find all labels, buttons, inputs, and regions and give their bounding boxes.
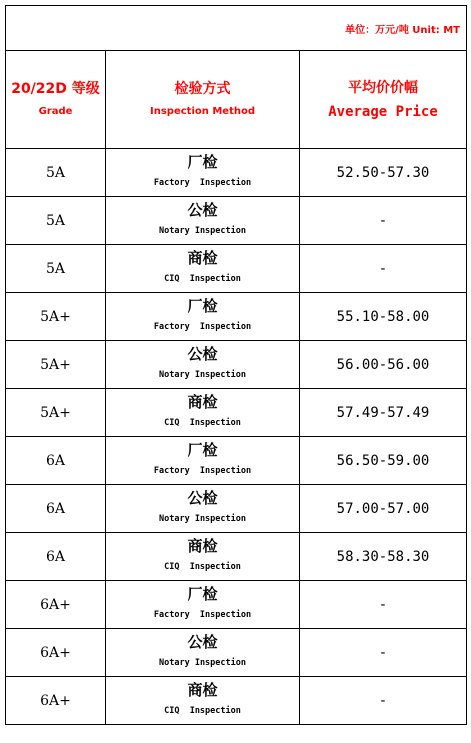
- method-en: Factory Inspection: [153, 178, 252, 188]
- grade-cell: 5A+: [6, 293, 106, 341]
- header-method-en: Inspection Method: [150, 105, 255, 117]
- table-row: [6, 341, 467, 389]
- price-cell: 57.00-57.00: [300, 485, 467, 533]
- grade-cell: 5A+: [6, 389, 106, 437]
- method-en: Factory Inspection: [153, 322, 252, 332]
- method-cn: 厂检: [187, 153, 218, 171]
- price-cell: 52.50-57.30: [300, 149, 467, 197]
- grade-cell: 5A: [6, 197, 106, 245]
- header-grade-en: Grade: [38, 105, 73, 117]
- method-cell: [106, 197, 300, 245]
- method-cn: 厂检: [187, 297, 218, 315]
- price-cell: -: [300, 677, 467, 725]
- method-en: Notary Inspection: [159, 514, 246, 524]
- method-en: Factory Inspection: [153, 466, 252, 476]
- header-method: [106, 51, 300, 149]
- method-cn: 厂检: [187, 441, 218, 459]
- price-table-body: [6, 6, 467, 725]
- method-cn: 商检: [187, 537, 218, 555]
- table-row: [6, 197, 467, 245]
- method-cell: [106, 389, 300, 437]
- method-en: Notary Inspection: [159, 370, 246, 380]
- method-cn: 厂检: [187, 585, 218, 603]
- method-cn: 商检: [187, 393, 218, 411]
- grade-cell: 5A: [6, 149, 106, 197]
- method-en: CIQ Inspection: [164, 418, 241, 428]
- method-cell: [106, 581, 300, 629]
- header-price-en: Average Price: [328, 103, 438, 120]
- method-cell: [106, 245, 300, 293]
- grade-cell: 6A+: [6, 581, 106, 629]
- grade-cell: 6A+: [6, 677, 106, 725]
- table-row: [6, 581, 467, 629]
- table-row: [6, 629, 467, 677]
- method-cell: [106, 149, 300, 197]
- method-en: CIQ Inspection: [164, 706, 241, 716]
- table-row: [6, 485, 467, 533]
- price-cell: -: [300, 197, 467, 245]
- method-cn: 公检: [187, 489, 218, 507]
- method-cell: [106, 293, 300, 341]
- grade-cell: 6A: [6, 533, 106, 581]
- price-table: [5, 5, 467, 725]
- method-en: Notary Inspection: [159, 226, 246, 236]
- method-en: CIQ Inspection: [164, 562, 241, 572]
- price-cell: -: [300, 581, 467, 629]
- header-grade: [6, 51, 106, 149]
- header-grade-cn: 20/22D 等级: [11, 80, 100, 97]
- price-cell: -: [300, 629, 467, 677]
- method-cn: 公检: [187, 633, 218, 651]
- grade-cell: 5A: [6, 245, 106, 293]
- grade-cell: 6A: [6, 437, 106, 485]
- price-cell: 56.50-59.00: [300, 437, 467, 485]
- method-cell: [106, 677, 300, 725]
- table-row: [6, 149, 467, 197]
- price-cell: 58.30-58.30: [300, 533, 467, 581]
- method-cn: 商检: [187, 249, 218, 267]
- table-row: [6, 245, 467, 293]
- table-row: [6, 533, 467, 581]
- table-row: [6, 677, 467, 725]
- header-row: [6, 51, 467, 149]
- method-cn: 公检: [187, 201, 218, 219]
- method-cn: 公检: [187, 345, 218, 363]
- method-en: Notary Inspection: [159, 658, 246, 668]
- method-en: Factory Inspection: [153, 610, 252, 620]
- method-cell: [106, 341, 300, 389]
- header-method-cn: 检验方式: [174, 80, 231, 97]
- unit-label: 单位：万元/吨 Unit: MT: [6, 6, 467, 51]
- header-price-cn: 平均价价幅: [348, 79, 418, 96]
- price-cell: -: [300, 245, 467, 293]
- method-cell: [106, 485, 300, 533]
- grade-cell: 6A+: [6, 629, 106, 677]
- unit-row: [6, 6, 467, 51]
- price-cell: 56.00-56.00: [300, 341, 467, 389]
- price-cell: 55.10-58.00: [300, 293, 467, 341]
- grade-cell: 6A: [6, 485, 106, 533]
- price-cell: 57.49-57.49: [300, 389, 467, 437]
- grade-cell: 5A+: [6, 341, 106, 389]
- table-row: [6, 437, 467, 485]
- method-cell: [106, 629, 300, 677]
- header-price: [300, 51, 467, 149]
- method-cell: [106, 437, 300, 485]
- method-cell: [106, 533, 300, 581]
- table-row: [6, 389, 467, 437]
- method-cn: 商检: [187, 681, 218, 699]
- method-en: CIQ Inspection: [164, 274, 241, 284]
- table-row: [6, 293, 467, 341]
